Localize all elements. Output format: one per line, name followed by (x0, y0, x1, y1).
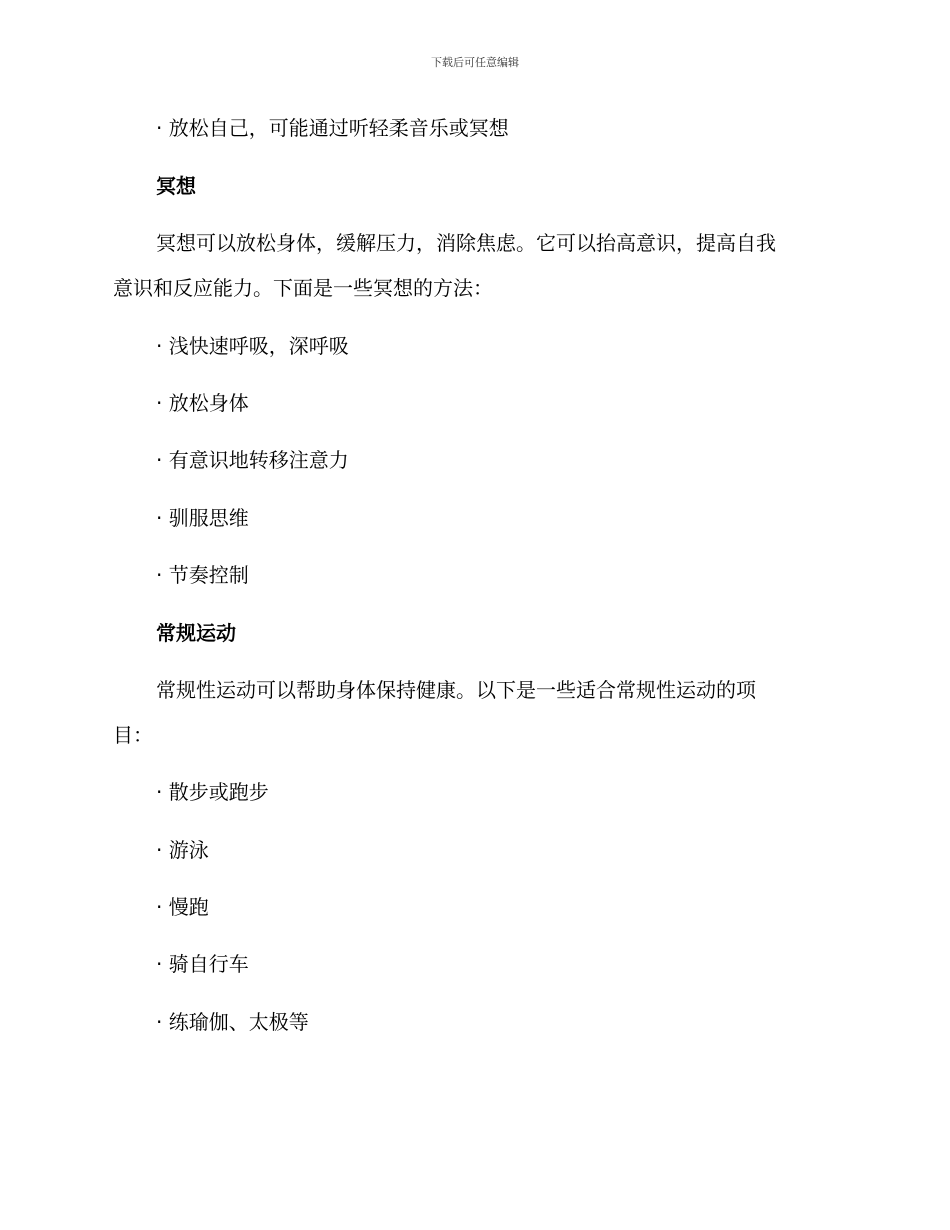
section-heading-meditation: 冥想 (156, 174, 196, 198)
section-heading-exercise: 常规运动 (156, 621, 236, 645)
list-item: · 放松身体 (156, 391, 249, 415)
list-item: · 散步或跑步 (156, 780, 269, 804)
list-item: · 驯服思维 (156, 506, 249, 530)
list-item: · 游泳 (156, 838, 209, 862)
list-item: · 节奏控制 (156, 563, 249, 587)
list-item: · 有意识地转移注意力 (156, 448, 349, 472)
paragraph-meditation-line1: 冥想可以放松身体，缓解压力，消除焦虑。它可以抬高意识，提高自我 (156, 231, 776, 255)
list-item: · 浅快速呼吸，深呼吸 (156, 334, 349, 358)
list-item: · 慢跑 (156, 895, 209, 919)
intro-bullet: · 放松自己，可能通过听轻柔音乐或冥想 (156, 116, 509, 140)
paragraph-exercise-line1: 常规性运动可以帮助身体保持健康。以下是一些适合常规性运动的项 (156, 678, 756, 702)
paragraph-meditation-line2: 意识和反应能力。下面是一些冥想的方法： (113, 276, 493, 300)
list-item: · 练瑜伽、太极等 (156, 1010, 309, 1034)
paragraph-exercise-line2: 目： (113, 723, 153, 747)
page-header: 下载后可任意编辑 (431, 56, 519, 69)
list-item: · 骑自行车 (156, 952, 249, 976)
